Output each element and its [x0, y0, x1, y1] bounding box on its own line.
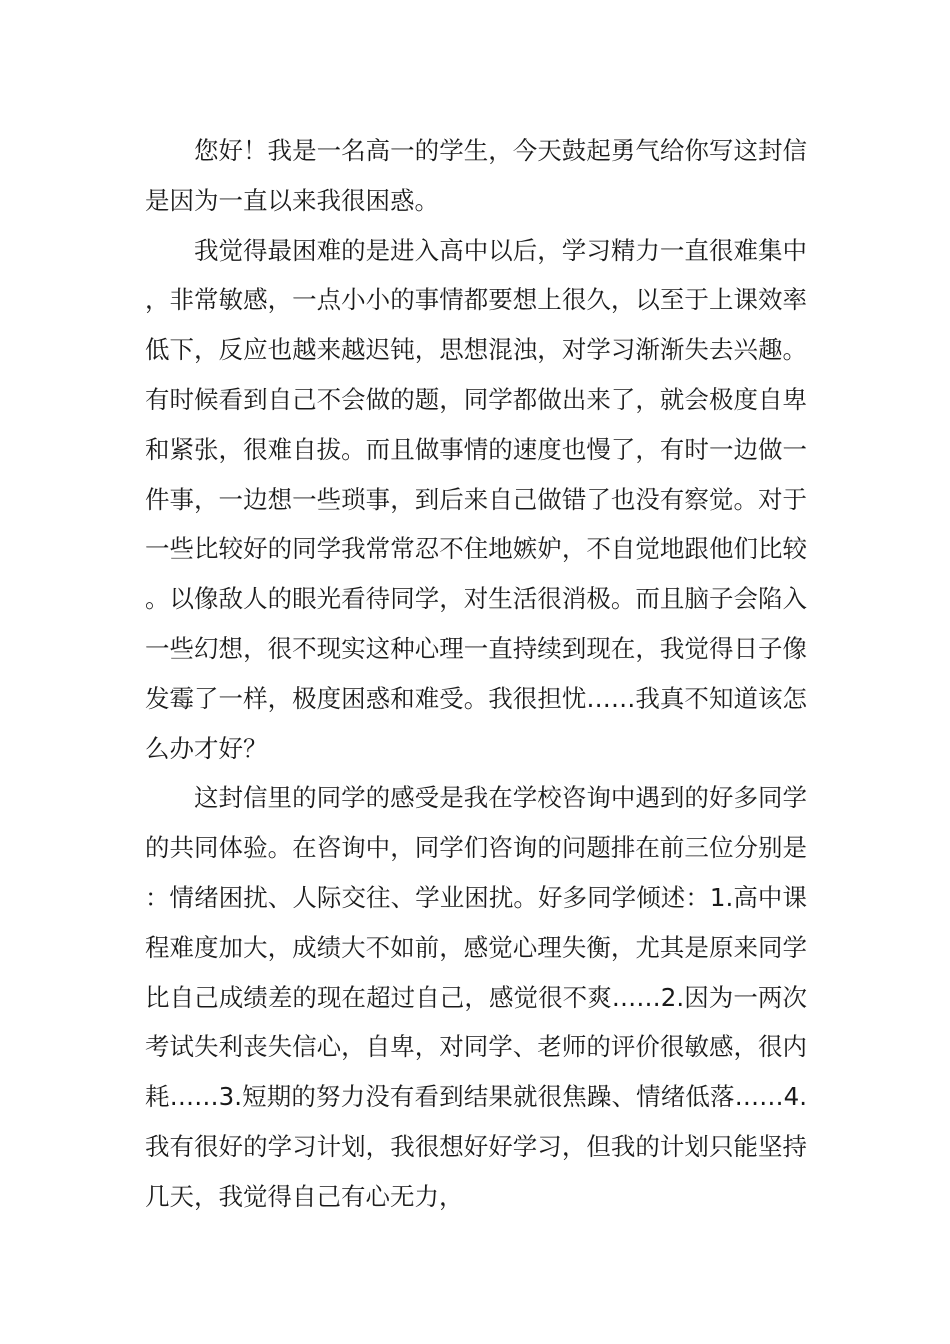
paragraph-counselor-commentary: 这封信里的同学的感受是我在学校咨询中遇到的好多同学的共同体验。在咨询中，同学们咨询的问题排在前三位分别是：情绪困扰、人际交往、学业困扰。好多同学倾述：1.高中课程难度加大，成绩大不如前，感觉心理失衡，尤其是原来同学比自己成绩差的现在超过自己，感觉很不爽……2.因为一两次考试失利丧失信心，自卑，对同学、老师的评价很敏感，很内耗……3.短期的努力没有看到结果就很焦躁、情绪低落……4.我有很好的学习计划，我很想好好学习，但我的计划只能坚持几天，我觉得自己有心无力， — [145, 783, 807, 1211]
paragraph-greeting: 您好！我是一名高一的学生，今天鼓起勇气给你写这封信是因为一直以来我很困惑。 — [145, 136, 807, 215]
paragraph-student-letter: 我觉得最困难的是进入高中以后，学习精力一直很难集中，非常敏感，一点小小的事情都要想上很久，以至于上课效率低下，反应也越来越迟钝，思想混浊，对学习渐渐失去兴趣。有时候看到自己不会做的题，同学都做出来了，就会极度自卑和紧张，很难自拔。而且做事情的速度也慢了，有时一边做一件事，一边想一些琐事，到后来自己做错了也没有察觉。对于一些比较好的同学我常常忍不住地嫉妒，不自觉地跟他们比较。以像敌人的眼光看待同学，对生活很消极。而且脑子会陷入一些幻想，很不现实这种心理一直持续到现在，我觉得日子像发霉了一样，极度困惑和难受。我很担忧……我真不知道该怎么办才好？ — [145, 235, 807, 763]
document-body — [145, 126, 807, 1222]
